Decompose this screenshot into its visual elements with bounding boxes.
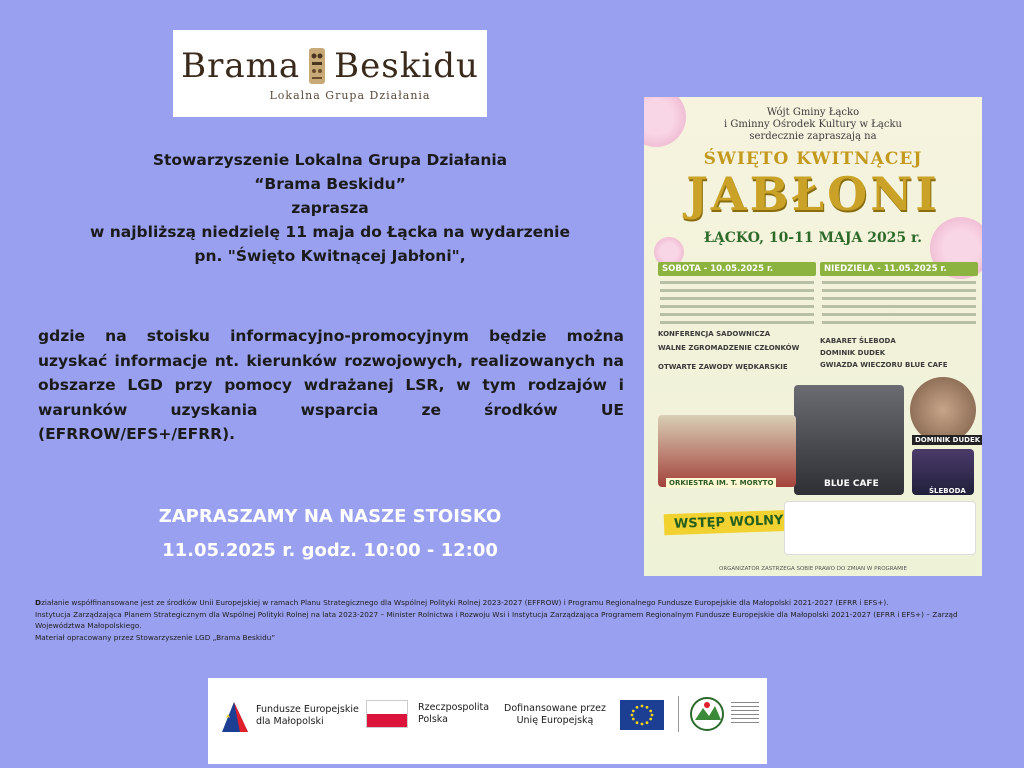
orchestra-photo	[658, 415, 796, 487]
poster-item: GWIAZDA WIECZORU BLUE CAFE	[820, 361, 948, 369]
ksow-logo	[678, 696, 759, 732]
funding-logo-bar	[208, 678, 767, 764]
event-poster	[644, 97, 982, 576]
free-entry-badge: WSTĘP WOLNY	[664, 510, 794, 536]
ksow-emblem-icon	[689, 696, 725, 732]
intro-line-3: zaprasza	[291, 199, 369, 217]
stand-invitation	[0, 500, 660, 568]
intro-text	[20, 148, 640, 268]
disclaimer-line-1	[35, 597, 990, 609]
intro-line-4: w najbliższą niedzielę 11 maja do Łącka na wydarzenie	[90, 223, 570, 241]
polish-flag-icon	[366, 700, 408, 728]
poster-big-title: JABŁONI	[686, 167, 940, 221]
logo-subtitle: Lokalna Grupa Działania	[269, 88, 431, 102]
ksow-small-text-block	[731, 702, 759, 726]
info-paragraph: gdzie na stoisku informacyjno-promocyjnym będzie można uzyskać informacje nt. kierunków rozwojowych, realizowanych na obszarze LGD przy pomocy wdrażanej LSR, w tym rodzajów i warunków uzyskania wsparcia ze środków UE (EFRROW/EFS+/EFRR).	[38, 327, 624, 443]
poster-item: WALNE ZGROMADZENIE CZŁONKÓW	[658, 344, 800, 352]
poster-item: DOMINIK DUDEK	[820, 349, 886, 357]
eu-text	[504, 703, 606, 727]
fe-malopolska-logo	[220, 698, 359, 734]
rp-line-2: Polska	[418, 714, 448, 725]
poster-item: KABARET ŚLEBODA	[820, 337, 896, 345]
fe-text	[256, 704, 359, 728]
poster-item: OTWARTE ZAWODY WĘDKARSKIE	[658, 363, 788, 371]
fe-line-1: Fundusze Europejskie	[256, 704, 359, 715]
eu-line-2: Unię Europejską	[516, 715, 594, 726]
intro-line-1: Stowarzyszenie Lokalna Grupa Działania	[152, 151, 508, 169]
funding-disclaimer	[35, 597, 990, 643]
poster-footer: ORGANIZATOR ZASTRZEGA SOBIE PRAWO DO ZMIAN W PROGRAMIE	[718, 566, 907, 572]
logo-wordmark	[181, 46, 479, 86]
disclaimer-lead-letter: D	[35, 598, 42, 607]
artist-label: DOMINIK DUDEK	[912, 435, 982, 445]
poster-header	[644, 107, 982, 143]
fe-line-2: dla Małopolski	[256, 716, 324, 727]
eu-line-1: Dofinansowane przez	[504, 703, 606, 714]
totem-icon	[306, 46, 328, 86]
sponsor-logos	[784, 501, 976, 555]
logo-name-left: Brama	[181, 45, 301, 86]
rp-logo	[366, 700, 489, 728]
disclaimer-text-1: ziałanie współfinansowane jest ze środków Unii Europejskiej w ramach Planu Strategicznego dla Wspólnej Polityki Rolnej 2023-2027 (EFFROW) i Programu Regionalnego Fundusze Europejskie dla Małopolski 2021-2027 (EFRR i EFS+).	[41, 598, 889, 607]
eu-flag-icon	[620, 700, 664, 730]
poster-date: ŁĄCKO, 10-11 MAJA 2025 r.	[703, 230, 923, 246]
brama-beskidu-logo	[173, 30, 487, 117]
disclaimer-line-2: Instytucja Zarządzająca Planem Strategicznym dla Wspólnej Polityki Rolnej na lata 2023-2027 – Minister Rolnictwa i Rozwoju Wsi i Instytucja Zarządzająca Programem Regionalnym Fundusze Europejskie dla Małopolski 2021-2027 (EFRR i EFS+) – Zarząd Województwa Małopolskiego.	[35, 609, 958, 630]
poster-item: KONFERENCJA SADOWNICZA	[658, 330, 771, 338]
eu-logo	[504, 700, 664, 730]
intro-line-5: pn. "Święto Kwitnącej Jabłoni",	[194, 247, 466, 265]
poster-festival-title: ŚWIĘTO KWITNĄCEJ	[703, 149, 923, 169]
logo-name-right: Beskidu	[334, 45, 479, 86]
poster-head-line-1: Wójt Gminy Łącko	[766, 107, 860, 118]
artist-photo	[910, 377, 976, 443]
invite-datetime: 11.05.2025 r. godz. 10:00 - 12:00	[162, 540, 498, 561]
intro-line-2: “Brama Beskidu”	[254, 175, 406, 193]
orchestra-label: ORKIESTRA IM. T. MORYTO	[666, 478, 776, 488]
rp-text	[418, 702, 489, 726]
invite-heading: ZAPRASZAMY NA NASZE STOISKO	[158, 506, 502, 527]
poster-day1-column	[658, 262, 816, 329]
poster-day1-header: SOBOTA - 10.05.2025 r.	[658, 262, 816, 276]
poster-day2-header: NIEDZIELA - 11.05.2025 r.	[820, 262, 978, 276]
poster-head-line-2: i Gminny Ośrodek Kultury w Łącku	[724, 119, 902, 130]
disclaimer-line-3: Materiał opracowany przez Stowarzyszenie LGD „Brama Beskidu”	[35, 632, 276, 642]
poster-day2-column	[820, 262, 978, 329]
fe-star-icon	[220, 698, 250, 734]
band-label: ŚLEBODA	[929, 487, 966, 495]
rp-line-1: Rzeczpospolita	[418, 702, 490, 713]
poster-head-line-3: serdecznie zapraszają na	[749, 131, 877, 142]
band-label: BLUE CAFE	[824, 479, 879, 489]
